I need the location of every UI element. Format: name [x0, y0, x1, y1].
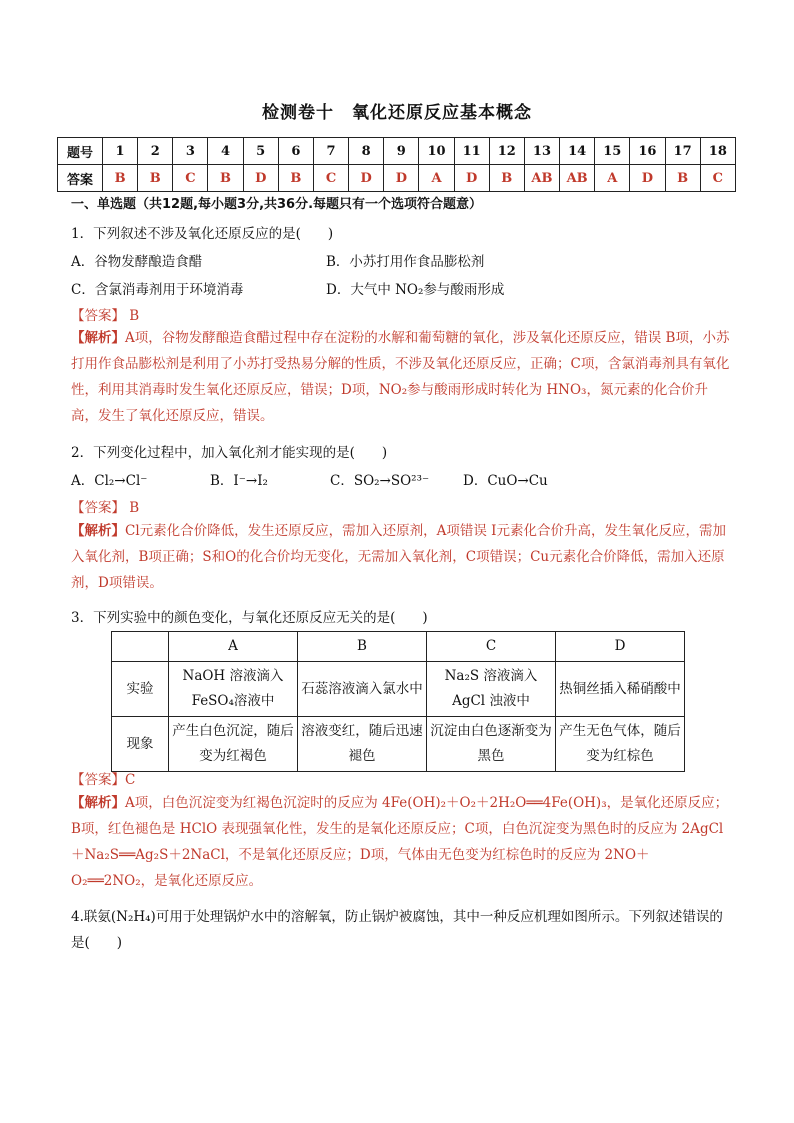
key-answer: AB: [560, 165, 595, 192]
question-2-option-c: C．SO₂→SO²³⁻: [330, 473, 430, 489]
key-answer: B: [103, 165, 138, 192]
key-number: 8: [349, 138, 384, 165]
analysis-label: 【解析】: [71, 523, 125, 539]
question-number-header: 题号: [58, 138, 103, 165]
question-2-option-d: D．CuO→Cu: [463, 473, 548, 489]
table-cell: Na₂S 溶液滴入 AgCl 浊液中: [427, 662, 556, 717]
question-3-analysis: [71, 790, 731, 894]
key-number: 10: [419, 138, 454, 165]
table-cell: NaOH 溶液滴入 FeSO₄溶液中: [169, 662, 298, 717]
key-number: 3: [173, 138, 208, 165]
question-1-option-c: C．含氯消毒剂用于环境消毒: [71, 282, 244, 298]
key-answer: D: [243, 165, 278, 192]
question-2-option-a: A．Cl₂→Cl⁻: [71, 473, 148, 489]
question-2-stem: 2．下列变化过程中，加入氧化剂才能实现的是( ): [71, 445, 388, 461]
key-number: 1: [103, 138, 138, 165]
question-1-analysis: [71, 325, 731, 429]
column-header-c: C: [427, 632, 556, 662]
key-answer: D: [349, 165, 384, 192]
key-answer: D: [454, 165, 489, 192]
analysis-text: Cl元素化合价降低，发生还原反应，需加入还原剂，A项错误 I元素化合价升高，发生氧化反应，需加入氧化剂，B项正确；S和O的化合价均无变化，无需加入氧化剂，C项错误；Cu元素化合价降低，需加入还原剂，D项错误。: [71, 523, 727, 591]
key-number: 2: [138, 138, 173, 165]
key-answer: D: [384, 165, 419, 192]
page-title: 检测卷十 氧化还原反应基本概念: [262, 103, 532, 123]
column-header-a: A: [169, 632, 298, 662]
experiment-table: [111, 631, 685, 772]
question-3-stem: 3．下列实验中的颜色变化，与氧化还原反应无关的是( ): [71, 610, 428, 626]
answer-key-answer-row: [58, 165, 736, 192]
key-answer: C: [700, 165, 735, 192]
key-number: 17: [665, 138, 700, 165]
answer-key-number-row: [58, 138, 736, 165]
phenomenon-row: [112, 717, 685, 772]
table-cell: 产生白色沉淀，随后变为红褐色: [169, 717, 298, 772]
question-4-stem: 4.联氨(N₂H₄)可用于处理锅炉水中的溶解氧，防止锅炉被腐蚀，其中一种反应机理如图所示。下列叙述错误的是( ): [71, 909, 723, 951]
key-number: 4: [208, 138, 243, 165]
key-answer: C: [313, 165, 348, 192]
analysis-label: 【解析】: [71, 795, 125, 811]
question-1-answer: 【答案】 B: [71, 308, 140, 324]
key-number: 14: [560, 138, 595, 165]
key-answer: B: [138, 165, 173, 192]
key-answer: B: [208, 165, 243, 192]
analysis-text: A项，谷物发酵酿造食醋过程中存在淀粉的水解和葡萄糖的氧化，涉及氧化还原反应，错误 B项，小苏打用作食品膨松剂是利用了小苏打受热易分解的性质，不涉及氧化还原反应，正确；C项，含氯消毒剂具有氧化性，利用其消毒时发生氧化还原反应，错误；D项，NO₂参与酸雨形成时转化为 HNO₃，氮元素的化合价升高，发生了氧化还原反应，错误。: [71, 330, 730, 424]
key-number: 5: [243, 138, 278, 165]
column-header-b: B: [298, 632, 427, 662]
key-number: 15: [595, 138, 630, 165]
key-number: 12: [489, 138, 524, 165]
question-1-option-d: D．大气中 NO₂参与酸雨形成: [326, 282, 505, 298]
key-number: 16: [630, 138, 665, 165]
key-number: 6: [278, 138, 313, 165]
analysis-text: A项，白色沉淀变为红褐色沉淀时的反应为 4Fe(OH)₂＋O₂＋2H₂O══4Fe(OH)₃，是氧化还原反应；B项，红色褪色是 HClO 表现强氧化性，发生的是氧化还原反应；C项，白色沉淀变为黑色时的反应为 2AgCl＋Na₂S══Ag₂S＋2NaCl，不是氧化还原反应；D项，气体由无色变为红棕色时的反应为 2NO＋O₂══2NO₂，是氧化还原反应。: [71, 795, 729, 889]
section-heading: 一、单选题（共12题,每小题3分,共36分.每题只有一个选项符合题意）: [71, 197, 483, 212]
key-number: 9: [384, 138, 419, 165]
row-label-phenomenon: 现象: [112, 717, 169, 772]
table-cell: 溶液变红，随后迅速褪色: [298, 717, 427, 772]
table-cell: 产生无色气体，随后变为红棕色: [556, 717, 685, 772]
key-answer: C: [173, 165, 208, 192]
question-1-option-a: A．谷物发酵酿造食醋: [71, 254, 203, 270]
question-2-analysis: [71, 518, 731, 596]
analysis-label: 【解析】: [71, 330, 125, 346]
question-2-option-b: B．I⁻→I₂: [210, 473, 268, 489]
key-answer: AB: [524, 165, 559, 192]
key-number: 11: [454, 138, 489, 165]
key-answer: B: [278, 165, 313, 192]
column-header-d: D: [556, 632, 685, 662]
key-answer: D: [630, 165, 665, 192]
table-cell: 热铜丝插入稀硝酸中: [556, 662, 685, 717]
question-3-answer: 【答案】C: [71, 772, 136, 788]
question-2-answer: 【答案】 B: [71, 500, 140, 516]
question-1-option-b: B．小苏打用作食品膨松剂: [326, 254, 485, 270]
key-answer: B: [665, 165, 700, 192]
experiment-row: [112, 662, 685, 717]
row-label-experiment: 实验: [112, 662, 169, 717]
answer-header: 答案: [58, 165, 103, 192]
key-number: 7: [313, 138, 348, 165]
answer-key-table: [57, 137, 736, 192]
key-answer: A: [419, 165, 454, 192]
question-1-stem: 1．下列叙述不涉及氧化还原反应的是( ): [71, 226, 334, 242]
key-number: 13: [524, 138, 559, 165]
table-cell: 石蕊溶液滴入氯水中: [298, 662, 427, 717]
key-answer: B: [489, 165, 524, 192]
key-number: 18: [700, 138, 735, 165]
experiment-header-row: [112, 632, 685, 662]
key-answer: A: [595, 165, 630, 192]
table-corner: [112, 632, 169, 662]
table-cell: 沉淀由白色逐渐变为黑色: [427, 717, 556, 772]
